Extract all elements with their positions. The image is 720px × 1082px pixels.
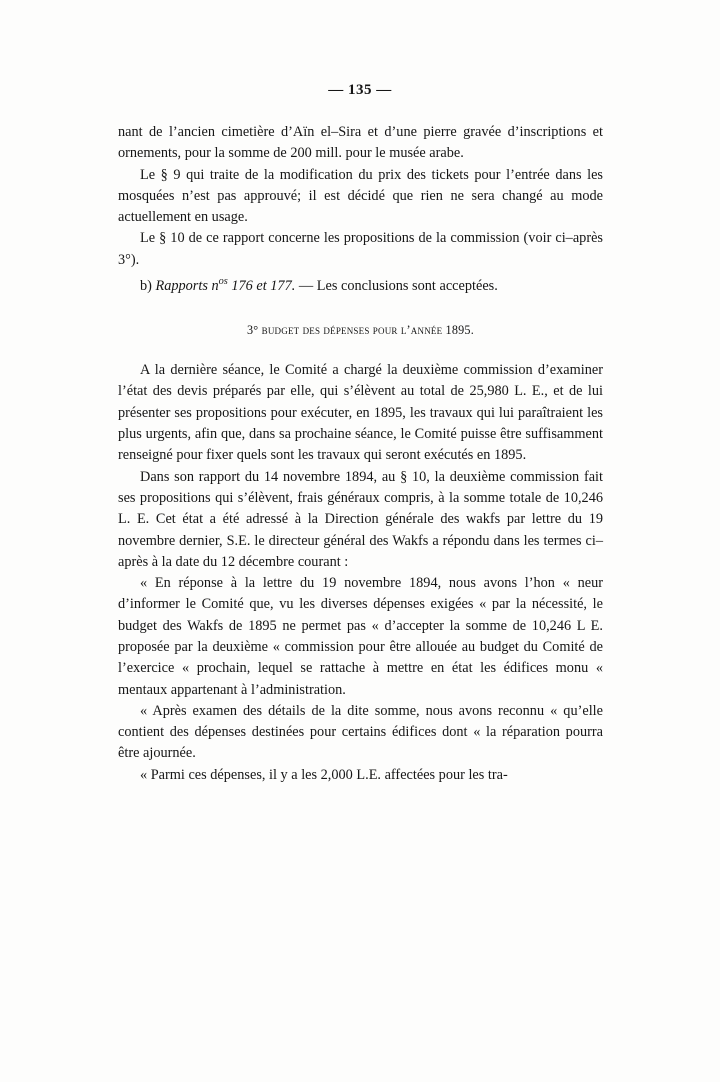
section-heading-text: budget des dépenses pour l’année 1895. (261, 323, 474, 338)
rapports-line (118, 271, 603, 297)
section-heading-number: 3° (247, 323, 259, 338)
page-number: — 135 — (328, 82, 392, 98)
page-body (118, 122, 603, 786)
rapports-tail: Les conclusions sont acceptées. (316, 277, 498, 294)
paragraph-8-quote: « Parmi ces dépenses, il y a les 2,000 L.E. affectées pour les tra- (140, 766, 508, 783)
paragraph-3: Le § 10 de ce rapport concerne les propositions de la commission (voir ci–après 3°). (118, 230, 603, 268)
rapports-title: Rapports n (155, 277, 219, 294)
paragraph-2: Le § 9 qui traite de la modification du prix des tickets pour l’entrée dans les mosquées n’est pas approuvé; il est décidé que rien ne sera changé au mode actuellement en usage. (118, 166, 603, 226)
rapports-numbers: 176 et 177. (227, 277, 296, 294)
paragraph-5: Dans son rapport du 14 novembre 1894, au § 10, la deuxième commission fait ses propositions qui s’élèvent, frais généraux compris, à la somme totale de 10,246 L. E. Cet état a été adressé à la Direction générale des wakfs par lettre du 19 novembre dernier, S.E. le directeur général des Wakfs a répondu dans les termes ci–après à la date du 12 décembre courant : (118, 468, 603, 570)
rapports-dash: — (295, 277, 317, 294)
paragraph-4: A la dernière séance, le Comité a chargé la deuxième commission d’examiner l’état des devis préparés par elle, qui s’élèvent au total de 25,980 L. E., et de lui présenter ses propositions pour exécuter, en 1895, les travaux qui lui paraîtraient les plus urgents, afin que, dans sa prochaine séance, le Comité puisse être suffisamment renseigné pour fixer quels sont les travaux qui seront exécutés en 1895. (118, 362, 603, 464)
paragraph-6-quote: « En réponse à la lettre du 19 novembre 1894, nous avons l’hon « neur d’informer le Comité que, vu les diverses dépenses exigées « par la nécessité, le budget des Wakfs de 1895 ne permet pas « d’accepter la somme de 10,246 L E. proposée par la deuxième « commission pour être allouée au budget du Comité de l’exercice « prochain, lequel se rattache à mettre en état les édifices monu « mentaux appartenant à l’administration. (118, 575, 603, 698)
paragraph-7-quote: « Après examen des détails de la dite somme, nous avons reconnu « qu’elle contient des dépenses destinées pour certains édifices dont « la réparation pourra être ajournée. (118, 702, 603, 762)
paragraph-1: nant de l’ancien cimetière d’Aïn el–Sira et d’une pierre gravée d’inscriptions et ornements, pour la somme de 200 mill. pour le musée arabe. (118, 124, 603, 162)
section-heading (118, 323, 603, 338)
rapports-lead: b) (140, 277, 156, 294)
rapports-title-superscript: os (218, 276, 228, 288)
